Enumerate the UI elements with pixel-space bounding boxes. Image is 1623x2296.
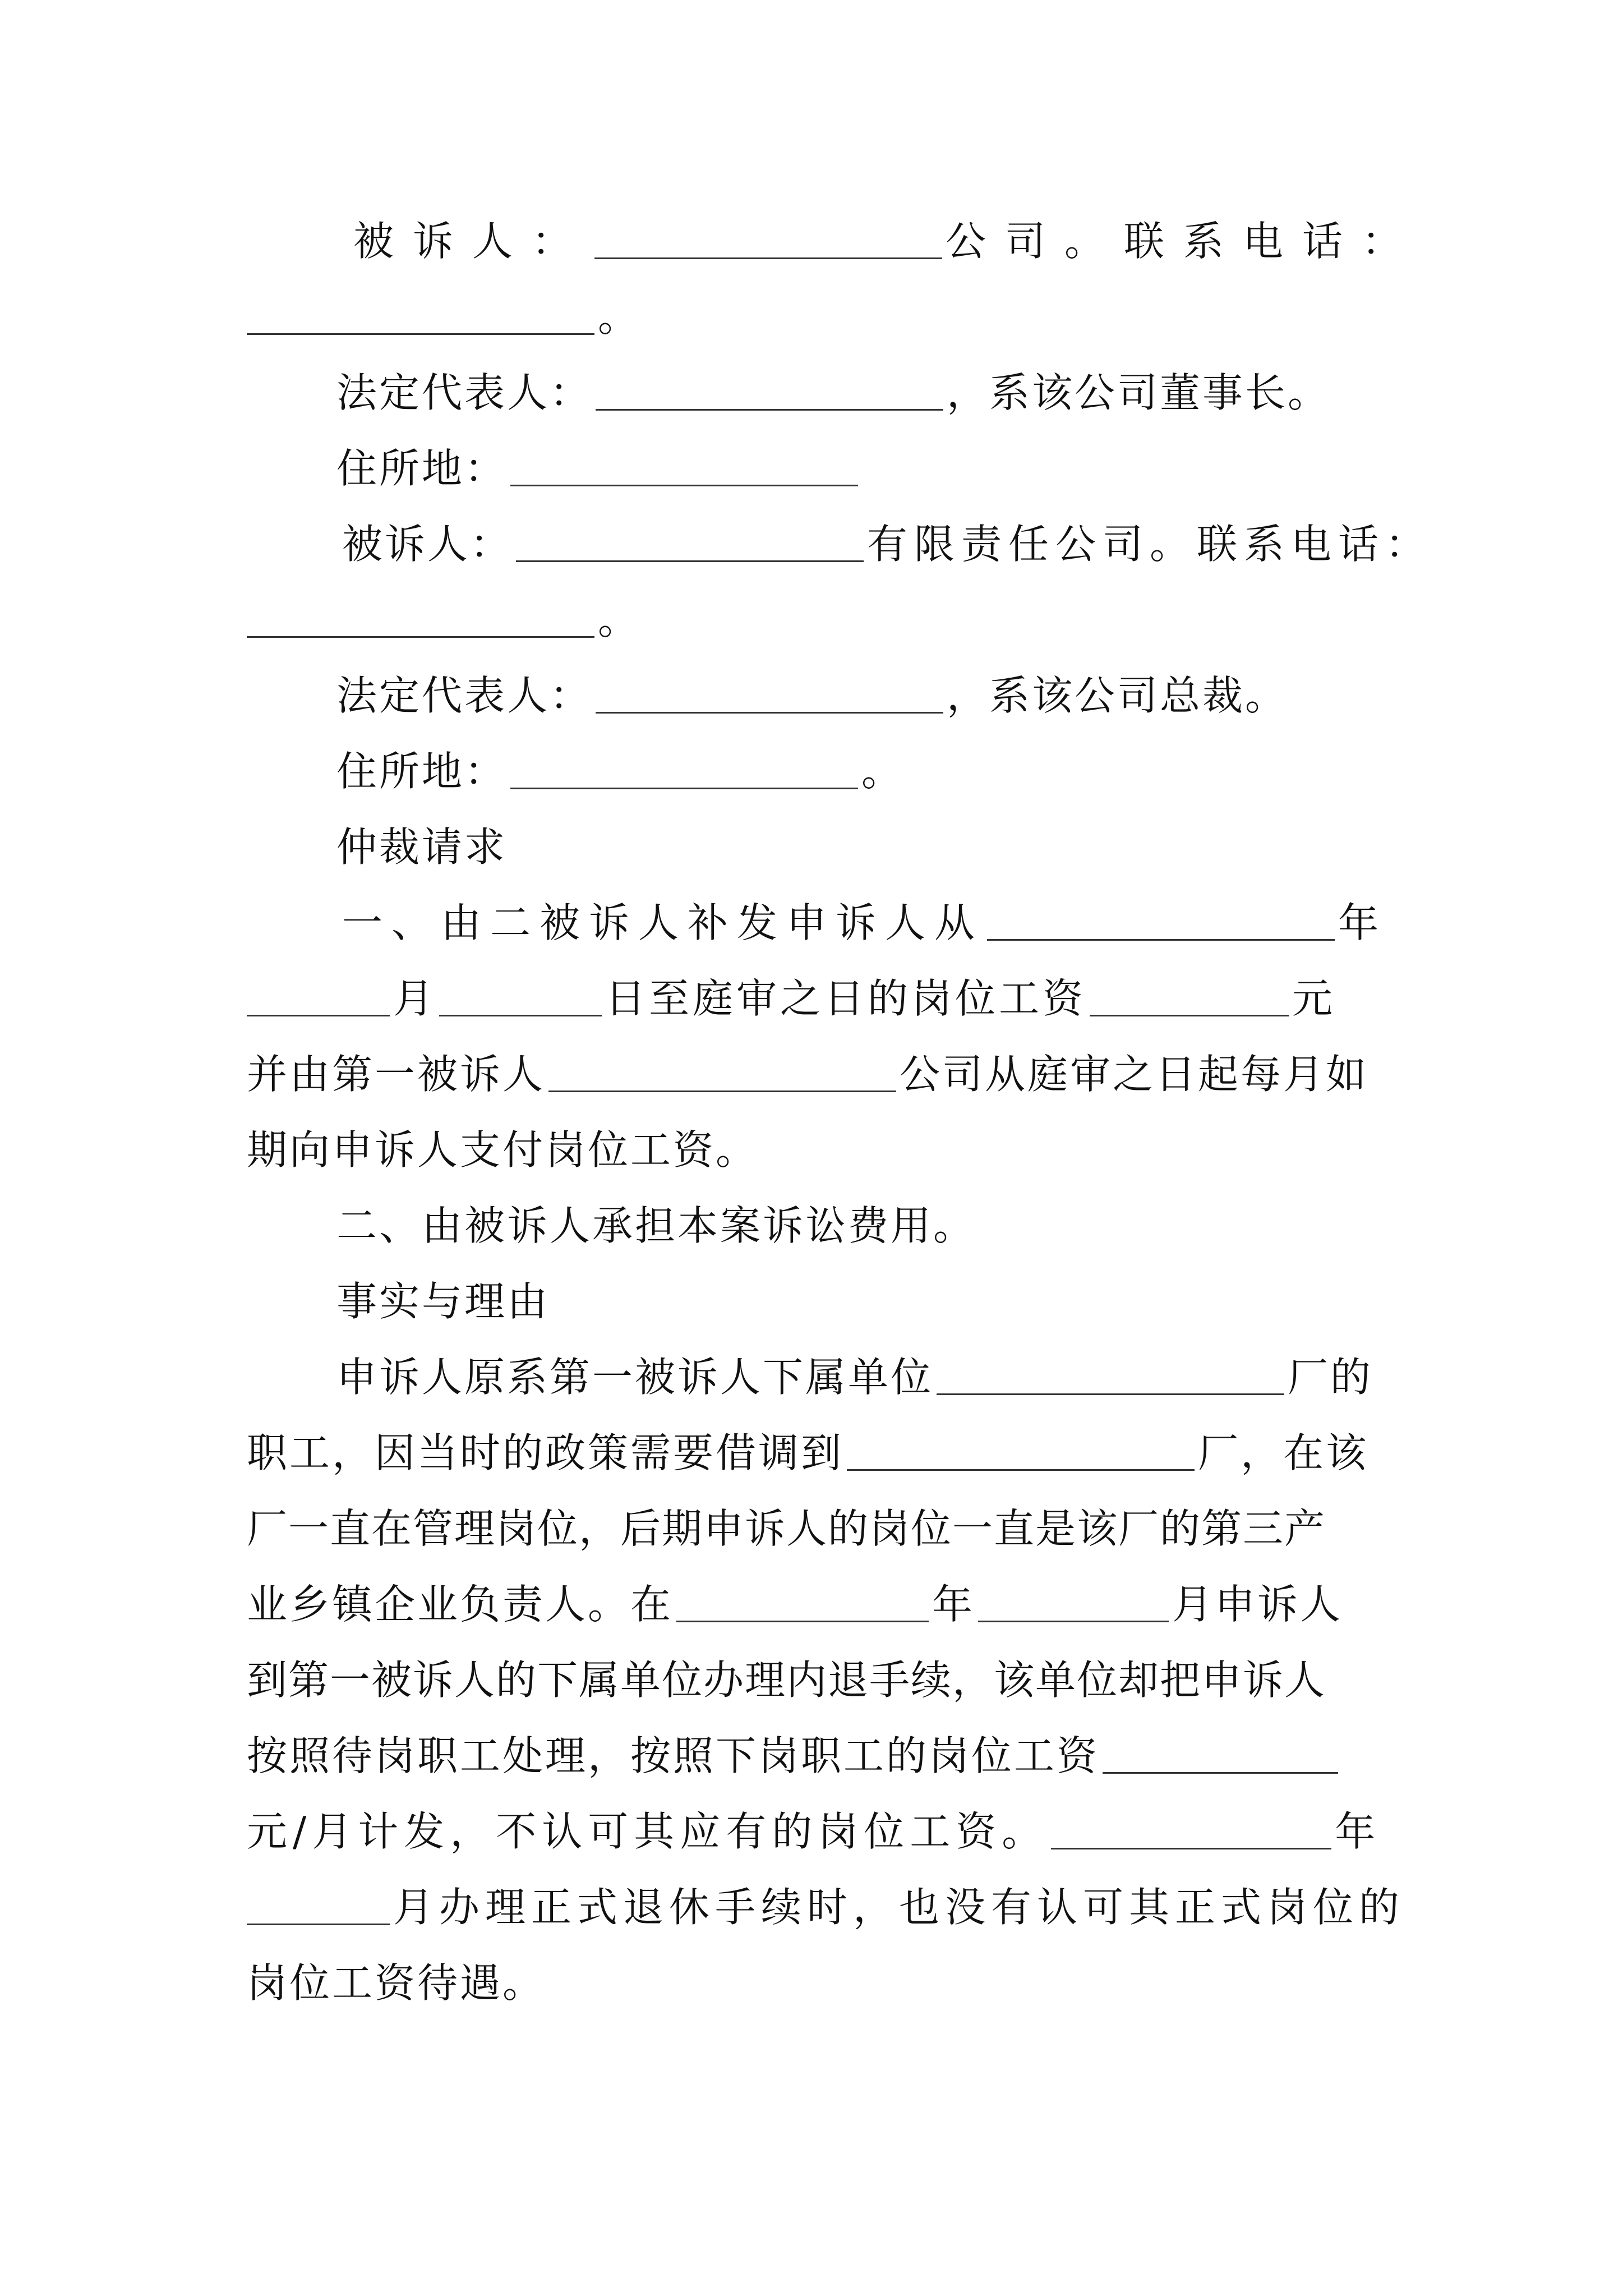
facts-line7: [247, 1803, 1385, 1860]
claims-heading: [336, 819, 1475, 875]
respondent1-phone-blank[interactable]: [247, 300, 594, 335]
facts-text1b: 厂的: [1288, 1354, 1373, 1401]
facts-factory-blank[interactable]: [847, 1435, 1195, 1471]
claim1-month: 月: [393, 975, 436, 1022]
claim2-text: 二、由被诉人承担本案诉讼费用。: [336, 1202, 976, 1249]
respondent1-company-blank[interactable]: [594, 224, 942, 259]
claim1-line1: [342, 895, 1385, 951]
claim1-text3a: 并由第一被诉人: [247, 1051, 546, 1098]
claim1-year: 年: [1338, 899, 1381, 946]
respondent2-company-suffix: 有限责任公司。联系电话：: [867, 521, 1433, 568]
facts-line6: [247, 1728, 1385, 1784]
respondent1-addr-line: [336, 440, 1475, 496]
facts-line3: [247, 1501, 1385, 1557]
respondent2-rep-label: 法定代表人：: [336, 672, 593, 719]
facts-text8a: 月办理正式退休手续时，也没有认可其正式岗位的: [393, 1884, 1405, 1931]
facts-line8: [247, 1879, 1405, 1935]
facts-month-blank[interactable]: [978, 1587, 1169, 1622]
respondent2-phone-line: [247, 592, 1385, 648]
facts-text7a: 元/月计发，不认可其应有的岗位工资。: [247, 1808, 1048, 1855]
respondent2-rep-suffix: ，系该公司总裁。: [947, 672, 1288, 719]
respondent2-rep-blank[interactable]: [596, 678, 943, 714]
facts-text7b: 年: [1335, 1808, 1378, 1855]
respondent2-label: 被诉人：: [342, 521, 513, 568]
claim1-month-blank[interactable]: [247, 981, 390, 1016]
facts-text1a: 申诉人原系第一被诉人下属单位: [336, 1354, 934, 1401]
claim2-line: [336, 1198, 1475, 1254]
facts-wage-blank[interactable]: [1103, 1738, 1338, 1774]
respondent2-addr-line: [336, 743, 1475, 799]
facts-line9: [247, 1955, 1385, 2011]
facts-text6a: 按照待岗职工处理，按照下岗职工的岗位工资: [247, 1732, 1100, 1779]
claim1-company-blank[interactable]: [548, 1057, 896, 1092]
facts-retire-month-blank[interactable]: [247, 1890, 390, 1925]
claim1-line4: [247, 1122, 1385, 1178]
facts-text4c: 月申诉人: [1172, 1581, 1343, 1628]
respondent1-rep-label: 法定代表人：: [336, 369, 593, 416]
respondent2-phone-blank[interactable]: [247, 602, 594, 638]
respondent2-rep-line: [336, 668, 1475, 724]
facts-heading-text: 事实与理由: [336, 1278, 550, 1325]
respondent1-phone-end: 。: [598, 293, 641, 341]
respondent2-addr-end: 。: [861, 748, 905, 795]
respondent2-line: [342, 516, 1433, 572]
claim1-wage-blank[interactable]: [1090, 981, 1289, 1016]
claim1-year-blank[interactable]: [987, 905, 1335, 941]
claim1-day-blank[interactable]: [439, 981, 602, 1016]
claims-heading-text: 仲裁请求: [336, 823, 508, 871]
claim1-text3b: 公司从庭审之日起每月如: [900, 1051, 1369, 1098]
facts-text2a: 职工，因当时的政策需要借调到: [247, 1429, 844, 1476]
respondent1-rep-suffix: ，系该公司董事长。: [947, 369, 1331, 416]
respondent1-rep-blank[interactable]: [596, 375, 943, 411]
claim1-day-text: 日至庭审之日的岗位工资: [605, 975, 1087, 1022]
facts-text3: 厂一直在管理岗位，后期申诉人的岗位一直是该厂的第三产: [247, 1505, 1326, 1552]
facts-line4: [247, 1576, 1385, 1632]
claim1-text4: 期向申诉人支付岗位工资。: [247, 1126, 759, 1174]
facts-line5: [247, 1652, 1385, 1708]
respondent1-label: 被诉人：: [353, 218, 592, 265]
claim1-yuan: 元: [1292, 975, 1335, 1022]
respondent1-company-suffix: 公司。联系电话：: [946, 218, 1422, 265]
facts-line1: [336, 1349, 1385, 1405]
facts-retire-year-blank[interactable]: [1051, 1814, 1331, 1849]
facts-heading: [336, 1273, 1475, 1329]
facts-text2b: 厂，在该: [1198, 1429, 1369, 1476]
claim1-text: 一、由二被诉人补发申诉人从: [342, 899, 984, 946]
respondent1-line: [353, 213, 1422, 269]
respondent2-phone-end: 。: [598, 596, 641, 643]
facts-text9: 岗位工资待遇。: [247, 1959, 546, 2007]
respondent2-company-blank[interactable]: [516, 527, 864, 562]
facts-unit-blank[interactable]: [937, 1360, 1284, 1395]
facts-year-blank[interactable]: [676, 1587, 929, 1622]
respondent1-addr-label: 住所地：: [336, 445, 508, 492]
respondent1-rep-line: [336, 365, 1475, 421]
respondent1-addr-blank[interactable]: [510, 451, 858, 486]
respondent2-addr-blank[interactable]: [510, 754, 858, 789]
claim1-line3: [247, 1046, 1385, 1102]
facts-text4b: 年: [932, 1581, 975, 1628]
respondent1-phone-line: [247, 289, 1385, 345]
facts-text4a: 业乡镇企业负责人。在: [247, 1581, 674, 1628]
respondent2-addr-label: 住所地：: [336, 748, 508, 795]
facts-line2: [247, 1425, 1385, 1481]
facts-text5: 到第一被诉人的下属单位办理内退手续，该单位却把申诉人: [247, 1657, 1326, 1704]
claim1-line2: [247, 970, 1385, 1027]
